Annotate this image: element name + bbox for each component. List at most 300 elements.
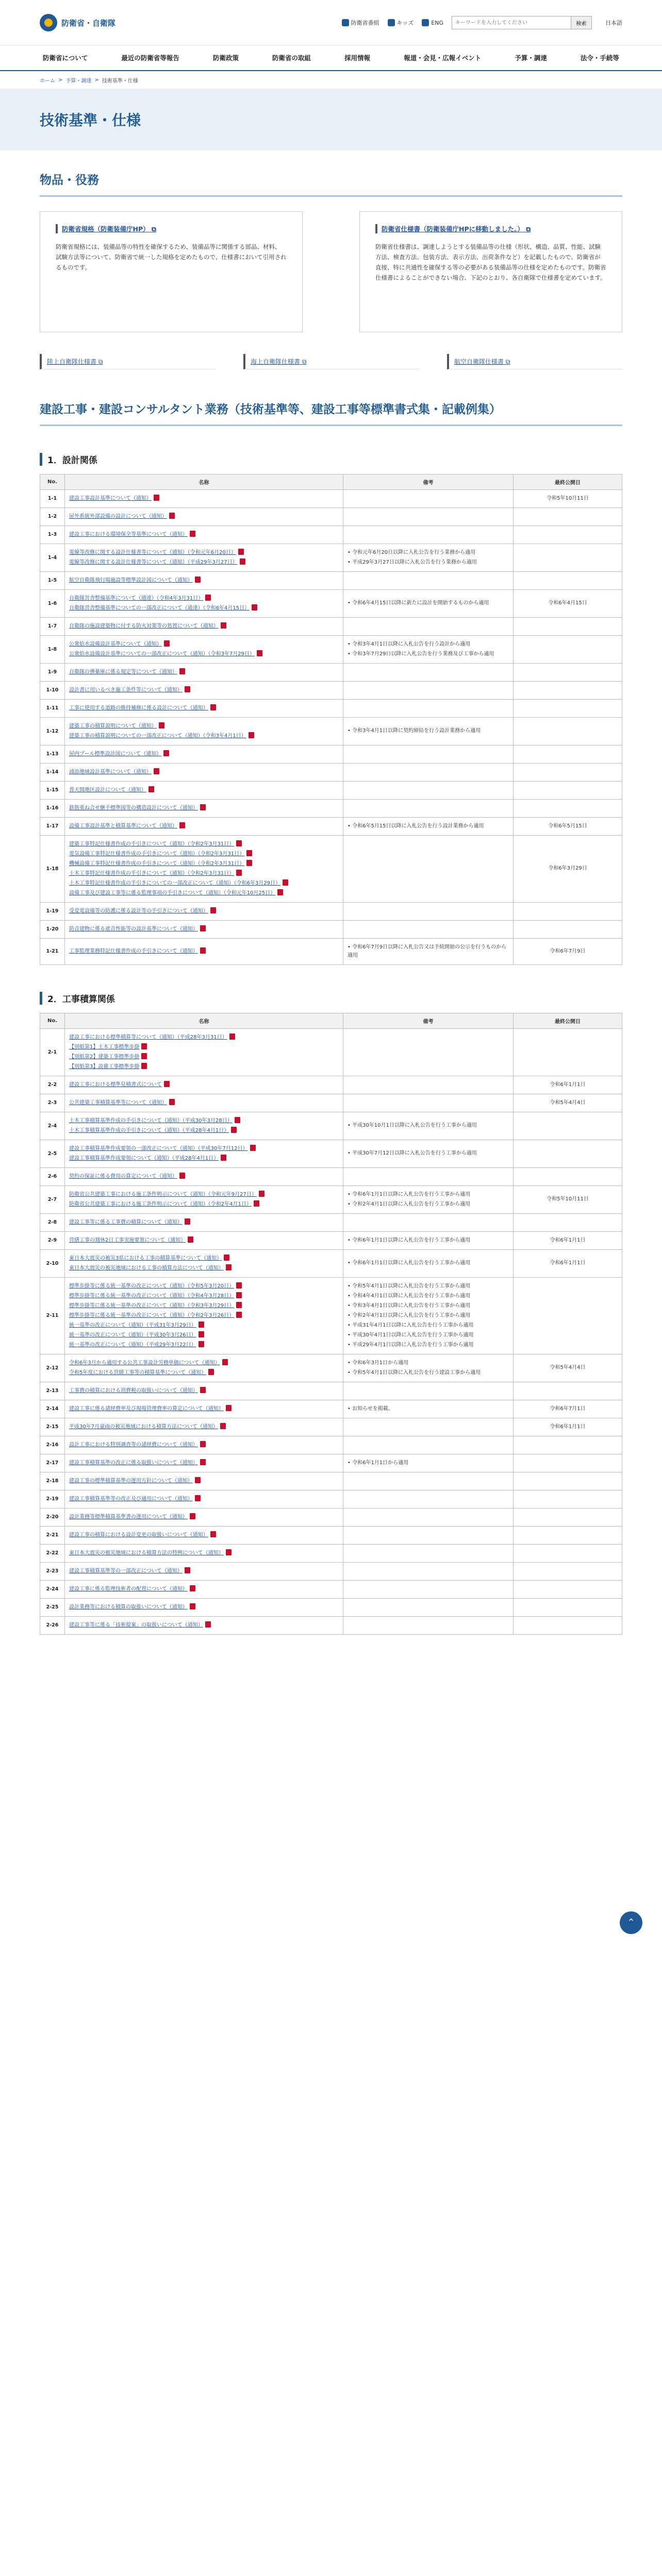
document-link[interactable] — [69, 722, 339, 731]
row-note — [343, 763, 514, 781]
document-link[interactable] — [69, 1236, 339, 1245]
table-row — [40, 1354, 622, 1382]
row-date: 令和6年1月1日 — [514, 1076, 622, 1094]
document-title: 公衆給水設備設計基準についての一部改正について（通知）（令和3年7月29日） — [69, 651, 255, 657]
document-link[interactable] — [69, 513, 339, 521]
pdf-icon — [190, 1603, 195, 1609]
document-title: 航空自衛隊飛行場施設等標準設計図について（通知） — [69, 577, 193, 583]
pdf-icon — [179, 822, 185, 828]
pdf-icon — [185, 1218, 190, 1225]
document-link[interactable] — [69, 531, 339, 539]
document-title: 自衛隊の弾薬庫に係る規定等について（通知） — [69, 669, 177, 675]
document-title: 設計書に用いるべき施工条件等について（通知） — [69, 687, 183, 693]
document-link[interactable] — [69, 668, 339, 676]
row-number: 2-16 — [40, 1436, 65, 1454]
document-link[interactable] — [69, 1191, 339, 1199]
row-note — [343, 1526, 514, 1544]
document-link[interactable] — [69, 1585, 339, 1594]
tv-icon — [342, 19, 349, 26]
table-row — [40, 1249, 622, 1277]
pdf-icon — [179, 1173, 185, 1179]
pdf-icon — [195, 1477, 201, 1483]
pdf-icon — [185, 1567, 190, 1573]
document-title: 鉄筋重ね合せ継手標準図等の構造設計について（通知） — [69, 805, 198, 811]
document-title: 工事に使用する道路の維持補修に係る設計について（通知） — [69, 705, 208, 711]
document-link[interactable] — [69, 1549, 339, 1557]
document-title: 電線等改修に関する設計仕様書等について（通知）（平成29年3月27日） — [69, 559, 238, 565]
row-note — [343, 938, 514, 964]
row-number: 1-9 — [40, 663, 65, 681]
document-link[interactable] — [69, 1292, 339, 1300]
table-row — [40, 1436, 622, 1454]
nav-item[interactable]: 防衛省の取組 — [272, 54, 311, 62]
document-link[interactable] — [69, 1369, 339, 1377]
pdf-icon — [226, 1405, 231, 1411]
row-date: 令和6年1月1日 — [514, 1249, 622, 1277]
row-note — [343, 781, 514, 799]
row-date — [514, 1508, 622, 1526]
document-title: 屋外系統外部設備の設計について（通知） — [69, 513, 167, 519]
table-row — [40, 1580, 622, 1598]
table-row — [40, 571, 622, 589]
document-link[interactable] — [69, 840, 339, 849]
note-text: • 令和3年4月1日以降に入札公告を行う設計から適用 — [347, 640, 509, 649]
row-number: 2-4 — [40, 1112, 65, 1140]
breadcrumb-budget[interactable]: 予算・調達 — [65, 78, 92, 84]
row-number: 2-9 — [40, 1231, 65, 1249]
row-number: 1-12 — [40, 717, 65, 745]
row-number: 2-26 — [40, 1616, 65, 1634]
document-link[interactable] — [69, 1173, 339, 1181]
document-title: 標準歩掛等に係る統一基準の改正について（通知）（令和5年3月20日） — [69, 1283, 235, 1289]
document-link[interactable] — [69, 1621, 339, 1630]
row-documents — [65, 544, 343, 571]
document-link[interactable] — [69, 1459, 339, 1467]
table1-heading: 1．設計関係 — [40, 453, 622, 466]
document-link[interactable] — [69, 1603, 339, 1612]
row-documents — [65, 489, 343, 507]
breadcrumb: ホーム > 予算・調達 > 技術基準・仕様 — [40, 77, 138, 84]
pdf-icon — [257, 650, 262, 656]
document-link[interactable] — [69, 1155, 339, 1163]
row-number: 1-14 — [40, 763, 65, 781]
pdf-icon — [246, 850, 252, 856]
note-text: • 令和4年4月1日以降に入札公告を行う工事から適用 — [347, 1292, 509, 1300]
row-documents — [65, 1112, 343, 1140]
row-number: 1-2 — [40, 507, 65, 526]
pdf-icon — [238, 549, 244, 555]
page-top-button[interactable] — [620, 1911, 642, 1934]
row-number: 1-1 — [40, 489, 65, 507]
document-link[interactable] — [69, 622, 339, 631]
pdf-icon — [200, 947, 206, 954]
pdf-icon — [252, 604, 257, 611]
table-row — [40, 902, 622, 920]
row-note — [343, 1562, 514, 1580]
document-link[interactable] — [69, 768, 339, 776]
document-link[interactable] — [69, 1513, 339, 1521]
pdf-icon — [188, 1236, 193, 1243]
document-link[interactable] — [69, 595, 339, 603]
row-documents — [65, 745, 343, 763]
row-documents — [65, 781, 343, 799]
document-link[interactable] — [69, 1282, 339, 1291]
table-row — [40, 835, 622, 902]
row-number: 2-1 — [40, 1028, 65, 1076]
pdf-icon — [205, 595, 211, 601]
document-link[interactable] — [69, 870, 339, 878]
document-title: 統一基準の改正について（通知）（平成30年3月26日） — [69, 1332, 196, 1338]
document-title: 工事費の積算における消費税の取扱いについて（通知） — [69, 1387, 198, 1394]
row-number: 2-8 — [40, 1213, 65, 1231]
table-row — [40, 938, 622, 964]
document-link[interactable] — [69, 577, 339, 585]
row-documents — [65, 1490, 343, 1508]
nav-item[interactable]: 採用情報 — [344, 54, 371, 62]
header-link-english[interactable]: ENG — [422, 19, 443, 26]
table-row — [40, 1028, 622, 1076]
row-date — [514, 1277, 622, 1354]
row-documents — [65, 1400, 343, 1418]
row-date: 令和6年7月1日 — [514, 1400, 622, 1418]
nav-item[interactable]: 防衛省について — [43, 54, 88, 62]
document-link[interactable] — [69, 604, 339, 613]
document-link[interactable] — [69, 1033, 339, 1042]
document-title: 【別紙第2】建築工事標準歩掛 — [69, 1054, 140, 1060]
pdf-icon — [254, 1200, 259, 1207]
row-documents — [65, 1249, 343, 1277]
row-number: 1-6 — [40, 589, 65, 617]
language-select[interactable]: 日本語 — [605, 20, 622, 26]
document-link[interactable] — [69, 650, 339, 658]
table-row — [40, 1400, 622, 1418]
site-search — [452, 16, 592, 29]
row-note — [343, 1213, 514, 1231]
nav-item[interactable]: 法令・手続等 — [580, 54, 619, 62]
document-title: 電気設備工事特記仕様書作成の手引きについて（通知）（令和2年3月31日） — [69, 851, 245, 857]
document-link[interactable] — [69, 1127, 339, 1135]
document-link[interactable] — [69, 1321, 339, 1330]
row-number: 2-25 — [40, 1598, 65, 1616]
pdf-icon — [236, 840, 242, 846]
row-date — [514, 1382, 622, 1400]
pdf-icon — [250, 1145, 256, 1151]
row-note — [343, 1598, 514, 1616]
row-documents — [65, 589, 343, 617]
document-link[interactable] — [69, 860, 339, 868]
document-title: 【別紙第3】設備工事標準歩掛 — [69, 1063, 140, 1070]
document-link[interactable] — [69, 850, 339, 858]
search-input[interactable] — [452, 16, 571, 29]
table-row — [40, 920, 622, 938]
row-documents — [65, 1436, 343, 1454]
col-no: No. — [40, 474, 65, 489]
row-date — [514, 526, 622, 544]
pdf-icon — [236, 1282, 242, 1289]
document-title: 建設工事積算基準の改正に係る取扱いについて（通知） — [69, 1460, 198, 1466]
table-row — [40, 1472, 622, 1490]
nav-item[interactable]: 報道・会見・広報イベント — [404, 54, 482, 62]
row-note — [343, 1028, 514, 1076]
row-date — [514, 507, 622, 526]
row-number: 2-6 — [40, 1167, 65, 1185]
document-link[interactable] — [69, 558, 339, 567]
document-title: 設計業務等における積算の取扱いについて（通知） — [69, 1604, 188, 1610]
note-text: • 平成29年3月27日以降に入札公告を行う業務から適用 — [347, 558, 509, 567]
document-title: 屋内プール標準設計図について（通知） — [69, 751, 162, 757]
table-row — [40, 1418, 622, 1436]
document-title: 土木工事積算基準作成の手引きについて（通知）（平成30年3月28日） — [69, 1117, 233, 1124]
document-title: 【別紙第1】土木工事標準歩掛 — [69, 1044, 140, 1050]
note-text: • お知らせを掲載。 — [347, 1405, 509, 1413]
document-link[interactable] — [69, 1053, 339, 1061]
row-date: 令和5年4月4日 — [514, 1354, 622, 1382]
document-link[interactable] — [69, 640, 339, 649]
document-link[interactable] — [69, 804, 339, 812]
table-row — [40, 699, 622, 717]
document-link[interactable] — [69, 879, 339, 888]
row-date — [514, 920, 622, 938]
document-title: 浦添地域設計基準について（通知） — [69, 769, 152, 775]
document-link[interactable] — [69, 732, 339, 740]
row-number: 1-18 — [40, 835, 65, 902]
note-text: • 令和3年7月29日以降に入札公告を行う業務及び工事から適用 — [347, 650, 509, 658]
row-number: 2-24 — [40, 1580, 65, 1598]
table-row — [40, 526, 622, 544]
document-link[interactable] — [69, 1255, 339, 1263]
row-documents — [65, 920, 343, 938]
card-defense-standards-link[interactable]: 防衛省規格（防衛装備庁HP） ⧉ — [56, 224, 287, 233]
table-row — [40, 589, 622, 617]
document-link[interactable] — [69, 822, 339, 831]
note-text: • 平成29年4月1日以降に入札公告を行う工事から適用 — [347, 1341, 509, 1349]
document-link[interactable] — [69, 786, 339, 794]
document-title: 標準歩掛等に係る統一基準の改正について（通知）（令和4年3月28日） — [69, 1293, 235, 1299]
document-link[interactable] — [69, 1387, 339, 1395]
site-logo[interactable] — [40, 14, 115, 31]
document-link[interactable] — [69, 1145, 339, 1153]
pdf-icon — [164, 640, 170, 647]
document-title: 契約の保証に係る費用の算定について（通知） — [69, 1173, 177, 1179]
row-documents — [65, 1028, 343, 1076]
document-title: 平成30年7月豪雨の被災地域における積算方法について（通知） — [69, 1423, 218, 1430]
document-link[interactable] — [69, 1099, 339, 1107]
table-row — [40, 717, 622, 745]
document-title: 建設工事等に係る工事費の積算について（通知） — [69, 1219, 183, 1225]
table-row — [40, 1213, 622, 1231]
document-link[interactable] — [69, 1423, 339, 1431]
document-title: 東日本大震災の被災地域における工事の積算方法について（通知） — [69, 1265, 224, 1271]
row-note — [343, 835, 514, 902]
row-number: 1-3 — [40, 526, 65, 544]
document-title: 公共建築工事積算基準等について（通知） — [69, 1099, 167, 1106]
row-note — [343, 817, 514, 835]
pdf-icon — [205, 1621, 211, 1628]
row-documents — [65, 1508, 343, 1526]
header-link-kids[interactable]: キッズ — [388, 19, 414, 27]
document-title: 令和5年度における営繕工事等の積算基準について（通知） — [69, 1369, 207, 1376]
row-note — [343, 1544, 514, 1562]
search-button[interactable]: 検索 — [571, 16, 591, 29]
row-date — [514, 799, 622, 817]
pdf-icon — [141, 1063, 147, 1069]
document-title: 建築工事特記仕様書作成の手引きについて（通知）（令和2年3月31日） — [69, 841, 235, 847]
nav-item[interactable]: 防衛政策 — [212, 54, 239, 62]
design-table — [40, 474, 622, 965]
row-note — [343, 1249, 514, 1277]
pdf-icon — [198, 1331, 204, 1337]
note-text: • 令和5年4月1日以降に入札公告を行う建設工事から適用 — [347, 1369, 509, 1377]
row-note — [343, 1231, 514, 1249]
link-msdf-specs[interactable]: 海上自衛隊仕様書 ⧉ — [243, 354, 419, 369]
document-link[interactable] — [69, 907, 339, 916]
row-documents — [65, 1472, 343, 1490]
document-title: 建設工事における標準積算等について（通知）（平成28年3月31日） — [69, 1034, 227, 1040]
document-link[interactable] — [69, 1302, 339, 1310]
pdf-icon — [249, 732, 254, 738]
row-number: 1-10 — [40, 681, 65, 699]
note-text: • 令和2年4月1日以降に入札公告を行う工事から適用 — [347, 1200, 509, 1209]
row-date — [514, 763, 622, 781]
card-defense-specs-link[interactable]: 防衛省仕様書（防衛装備庁HPに移動しました。） ⧉ — [375, 224, 606, 233]
row-date — [514, 1436, 622, 1454]
col-note: 備考 — [343, 474, 514, 489]
row-note — [343, 1094, 514, 1112]
pdf-icon — [163, 750, 169, 756]
row-date: 令和6年5月15日 — [514, 817, 622, 835]
row-documents — [65, 663, 343, 681]
note-text: • 令和3年4月1日以降に契約締結を行う設計業務から適用 — [347, 727, 509, 735]
document-title: 建設工事における標準見積書式について — [69, 1081, 162, 1088]
row-number: 2-7 — [40, 1185, 65, 1213]
document-title: 防衛省公共建築工事における施工条件明示について（通知）（令和元年9月27日） — [69, 1191, 257, 1197]
row-date — [514, 699, 622, 717]
document-link[interactable] — [69, 495, 339, 503]
document-link[interactable] — [69, 1441, 339, 1449]
pdf-icon — [283, 879, 288, 886]
nav-item[interactable]: 予算・調達 — [515, 54, 547, 62]
breadcrumb-current: 技術基準・仕様 — [102, 78, 138, 84]
document-link[interactable] — [69, 1218, 339, 1227]
document-link[interactable] — [69, 1495, 339, 1503]
document-link[interactable] — [69, 1264, 339, 1273]
pdf-icon — [259, 1191, 264, 1197]
document-link[interactable] — [69, 1531, 339, 1539]
breadcrumb-home[interactable]: ホーム — [40, 78, 55, 84]
row-documents — [65, 507, 343, 526]
document-link[interactable] — [69, 1312, 339, 1320]
row-number: 1-11 — [40, 699, 65, 717]
row-date: 令和6年1月1日 — [514, 1418, 622, 1436]
document-link[interactable] — [69, 1063, 339, 1071]
document-link[interactable] — [69, 1117, 339, 1125]
site-name: 防衛省・自衛隊 — [61, 18, 116, 28]
document-title: 営繕工事の週休2日工事実施要領について（通知） — [69, 1237, 186, 1243]
document-link[interactable] — [69, 947, 339, 956]
row-date — [514, 1544, 622, 1562]
table-row — [40, 1490, 622, 1508]
row-documents — [65, 1140, 343, 1167]
pdf-icon — [221, 1155, 226, 1161]
row-number: 2-11 — [40, 1277, 65, 1354]
table-row — [40, 635, 622, 663]
pdf-icon — [200, 1459, 206, 1465]
row-documents — [65, 799, 343, 817]
link-asdf-specs[interactable]: 航空自衛隊仕様書 ⧉ — [447, 354, 622, 369]
document-link[interactable] — [69, 1359, 339, 1367]
row-date — [514, 1213, 622, 1231]
card-defense-specs-text: 防衛省仕様書は、調達しようとする装備品等の仕様（形状、構造、品質、性能、試験方法、検査方法、包装方法、表示方法、出荷条件など）を記載したもので、防衛省が直接、特に共通性を確保する等の必要がある装備品等の仕様を定めたものです。防衛省仕様書によることができない場合、下記のとおり、各自衛隊で仕様書を定めています。 — [375, 243, 606, 282]
document-link[interactable] — [69, 1567, 339, 1575]
document-title: 設計工事における特別調査等の諸経費について（通知） — [69, 1442, 198, 1448]
pdf-icon — [190, 1513, 195, 1519]
link-gsdf-specs[interactable]: 陸上自衛隊仕様書 ⧉ — [40, 354, 215, 369]
row-date — [514, 1472, 622, 1490]
document-link[interactable] — [69, 1043, 339, 1052]
row-note — [343, 589, 514, 617]
row-number: 1-16 — [40, 799, 65, 817]
document-title: 防衛省公共建築工事における施工条件明示について（通知）（令和2年4月1日） — [69, 1201, 252, 1207]
document-link[interactable] — [69, 686, 339, 694]
row-number: 1-20 — [40, 920, 65, 938]
pdf-icon — [200, 1387, 206, 1393]
document-title: 建設工事の標準積算基準の運用方針について（通知） — [69, 1478, 193, 1484]
note-text: • 令和5年4月1日以降に入札公告を行う工事から適用 — [347, 1282, 509, 1291]
document-title: 建設工事における環境保全等基準について（通知） — [69, 531, 188, 537]
pdf-icon — [159, 722, 164, 728]
table-row — [40, 745, 622, 763]
document-link[interactable] — [69, 1341, 339, 1349]
document-link[interactable] — [69, 1477, 339, 1485]
row-note — [343, 1616, 514, 1634]
row-note — [343, 745, 514, 763]
header-link-channel[interactable]: 防衛省番組 — [342, 19, 379, 27]
table-row — [40, 817, 622, 835]
section-goods-services-title: 物品・役務 — [40, 171, 622, 197]
document-link[interactable] — [69, 549, 339, 557]
card-defense-standards-text: 防衛省規格には、装備品等の特性を確保するため、装備品等に関係する部品、材料、試験方法等について、防衛省で統一した規格を定めたもので、仕様書において引用されるものです。 — [56, 243, 287, 272]
row-number: 2-3 — [40, 1094, 65, 1112]
row-note — [343, 1580, 514, 1598]
col-name: 名称 — [65, 474, 343, 489]
document-link[interactable] — [69, 1081, 339, 1089]
row-note — [343, 635, 514, 663]
external-link-icon: ⧉ — [151, 225, 156, 233]
note-text: • 令和6年4月15日以降に新たに設計を開始するものから適用 — [347, 599, 509, 607]
note-text: • 平成30年10月1日以降に入札公告を行う工事から適用 — [347, 1122, 509, 1130]
document-link[interactable] — [69, 1331, 339, 1340]
document-link[interactable] — [69, 1405, 339, 1413]
row-documents — [65, 681, 343, 699]
document-link[interactable] — [69, 750, 339, 758]
row-date — [514, 781, 622, 799]
row-note — [343, 526, 514, 544]
row-number: 2-22 — [40, 1544, 65, 1562]
document-link[interactable] — [69, 925, 339, 934]
row-note — [343, 617, 514, 635]
pdf-icon — [141, 1043, 147, 1049]
pdf-icon — [210, 704, 216, 710]
document-link[interactable] — [69, 1200, 339, 1209]
external-link-icon: ⧉ — [526, 225, 531, 233]
document-link[interactable] — [69, 704, 339, 713]
document-link[interactable] — [69, 889, 339, 897]
nav-item[interactable]: 最近の防衛省等報告 — [121, 54, 179, 62]
table-row — [40, 1526, 622, 1544]
document-title: 建設工事積算基準作成要領の一部改正について（通知）（平成30年7月12日） — [69, 1145, 248, 1151]
pdf-icon — [210, 907, 216, 913]
row-note — [343, 571, 514, 589]
